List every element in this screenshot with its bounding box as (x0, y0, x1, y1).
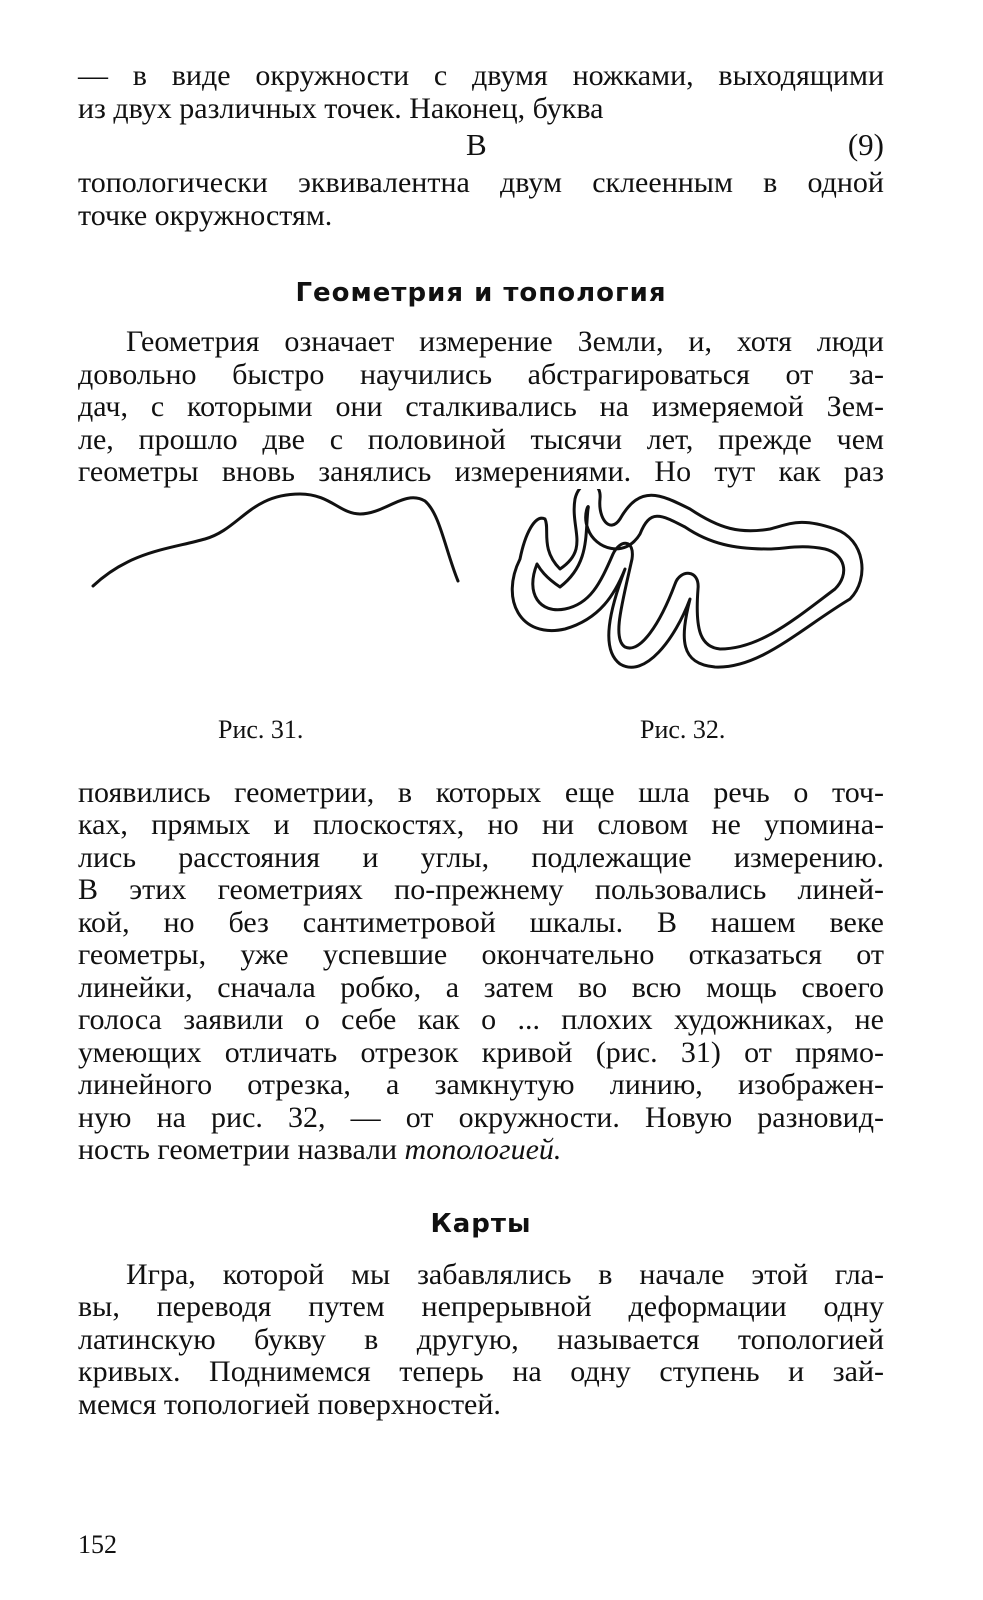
page-content (78, 60, 884, 1421)
text-line: линейного отрезка, а замкнутую линию, изображен- (78, 1068, 884, 1101)
text-line: ках, прямых и плоскостях, но ни словом не упомина- (78, 808, 884, 841)
text-line (78, 1134, 884, 1167)
text-line: ную на рис. 32, — от окружности. Новую разновид- (78, 1100, 884, 1134)
figures (78, 489, 884, 759)
after-formula-paragraph (78, 167, 884, 232)
text-line: Геометрия означает измерение Земли, и, хотя люди (126, 325, 884, 358)
text-line: кой, но без сантиметровой шкалы. В нашем веке (78, 905, 884, 939)
figure-31-caption: Рис. 31. (218, 714, 304, 744)
text-line: довольно быстро научились абстрагироваться от за- (78, 357, 884, 391)
figure-31-curve (93, 494, 458, 586)
page-number: 152 (78, 1530, 117, 1559)
text-line: топологически эквивалентна двум склеенным в одной (78, 166, 884, 199)
text-line: умеющих отличать отрезок кривой (рис. 31) от прямо- (78, 1035, 884, 1069)
text-line: ле, прошло две с половиной тысячи лет, прежде чем (78, 422, 884, 456)
formula-line (78, 127, 884, 167)
text-line: геометры вновь занялись измерениями. Но тут как раз (78, 455, 884, 488)
text-line: точке окружностям. (78, 198, 333, 232)
text-line: — в виде окружности с двумя ножками, выходящими (78, 59, 884, 92)
text-line: появились геометрии, в которых еще шла речь о точ- (78, 775, 884, 809)
geometry-paragraph-2 (78, 777, 884, 1167)
intro-paragraph (78, 60, 884, 125)
text-line: геометры, уже успевшие окончательно отказаться от (78, 938, 884, 971)
geometry-paragraph-1 (78, 326, 884, 489)
figure-32-caption: Рис. 32. (640, 714, 726, 744)
text-line: Игра, которой мы забавлялись в начале этой гла- (126, 1257, 884, 1291)
text-line: голоса заявили о себе как о ... плохих художниках, не (78, 1003, 884, 1036)
maps-paragraph (78, 1259, 884, 1422)
text-line: вы, переводя путем непрерывной деформации одну (78, 1290, 884, 1323)
term-topology: топологией. (404, 1133, 562, 1166)
text-line: кривых. Поднимемся теперь на одну ступень и зай- (78, 1355, 884, 1388)
text-line: мемся топологией поверхностей. (78, 1387, 501, 1421)
section-heading-geometry: Геометрия и топология (295, 278, 667, 308)
figure-32-closed-curve (512, 489, 862, 667)
section-heading-maps: Карты (430, 1208, 532, 1239)
figures-drawing (0, 489, 983, 759)
text-line: дач, с которыми они сталкивались на измеряемой Зем- (78, 390, 884, 423)
formula-number: (9) (847, 127, 884, 162)
formula-letter: B (466, 127, 487, 162)
text-line: из двух различных точек. Наконец, буква (78, 91, 604, 125)
text-line: лись расстояния и углы, подлежащие измерению. (78, 840, 884, 874)
text-line: латинскую букву в другую, называется топологией (78, 1322, 884, 1356)
text-line: В этих геометриях по-прежнему пользовались линей- (78, 873, 884, 906)
text-line: линейки, сначала робко, а затем во всю мощь своего (78, 970, 884, 1004)
text-fragment: ность геометрии назвали (78, 1133, 405, 1166)
